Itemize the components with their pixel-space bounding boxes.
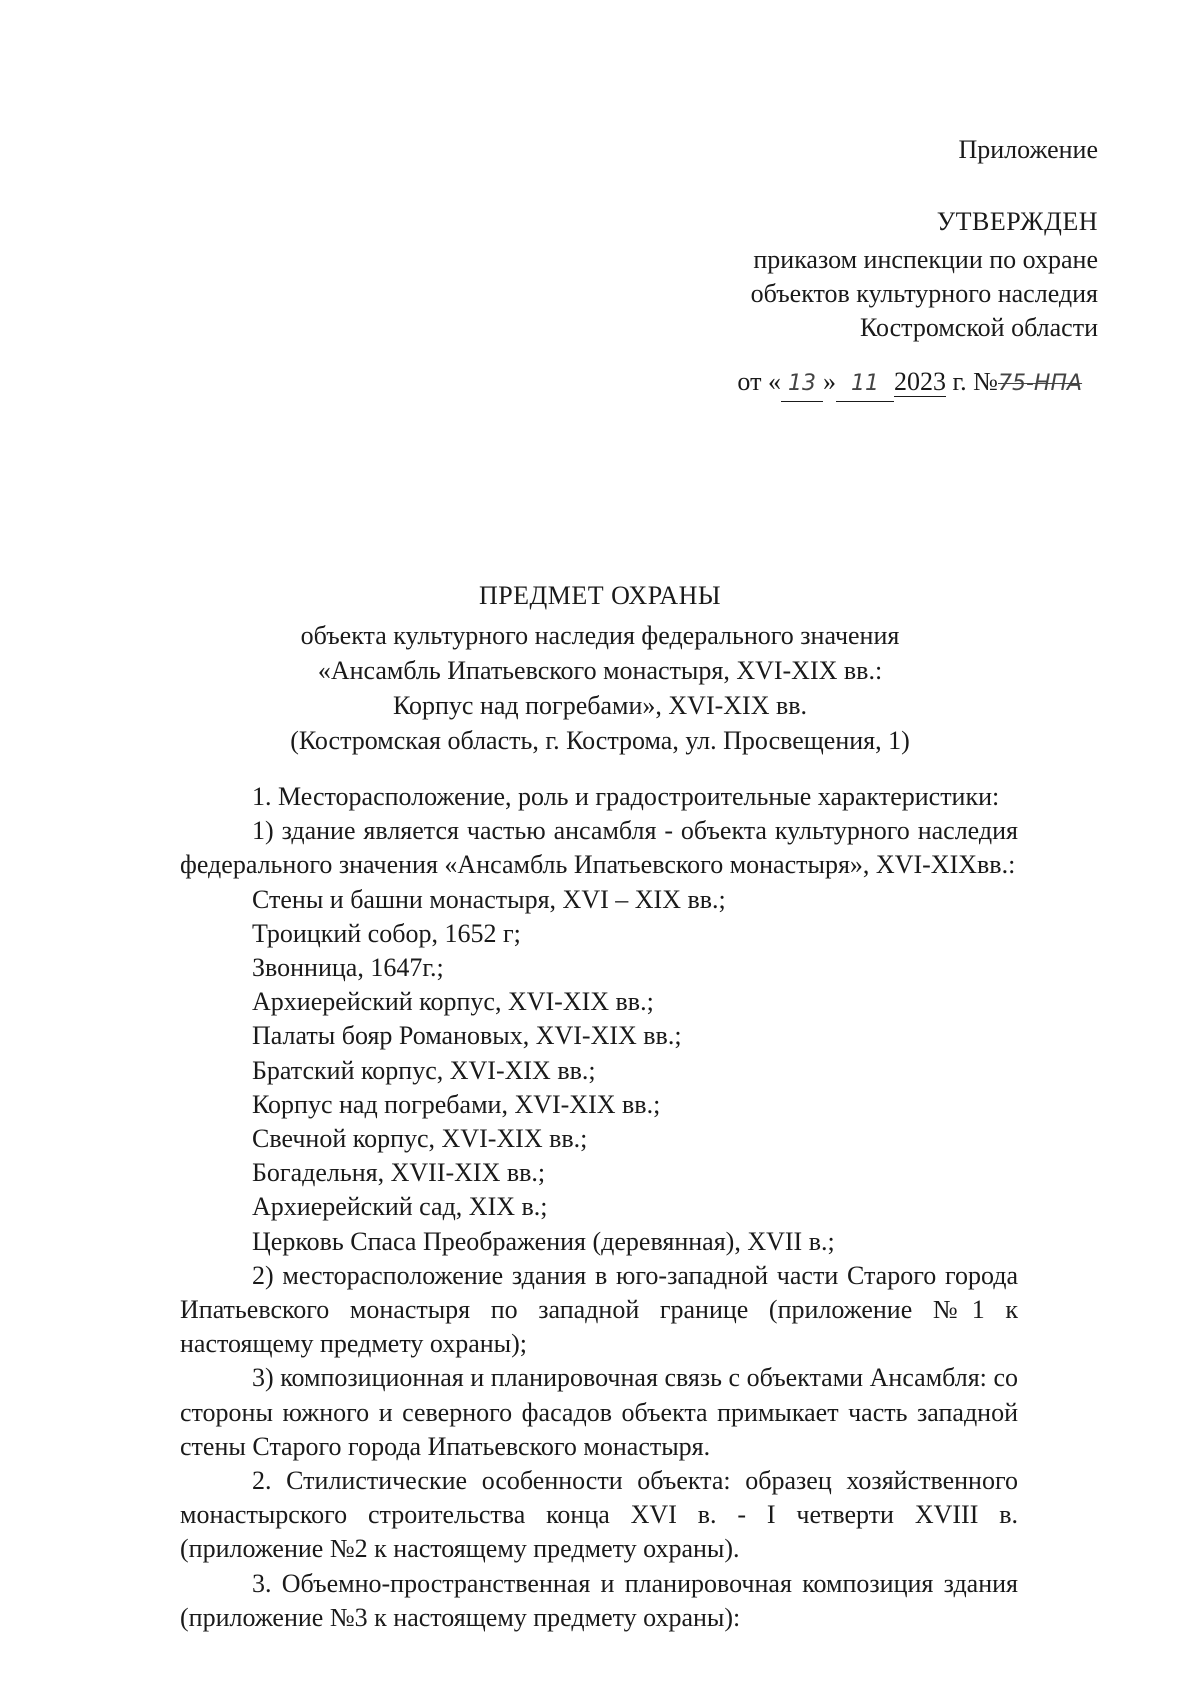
list-item: Архиерейский корпус, XVI-XIX вв.; xyxy=(252,987,654,1017)
date-suffix: г. № xyxy=(945,367,998,396)
handwritten-month: 11 xyxy=(836,367,894,402)
document-heading xyxy=(180,578,1020,758)
list-item: Звонница, 1647г.; xyxy=(252,953,444,983)
approved-line: Костромской области xyxy=(859,313,1098,342)
order-date-line xyxy=(737,365,1098,402)
paragraph-1: 1. Месторасположение, роль и градостроительные характеристики: xyxy=(252,782,1000,811)
list-item: Троицкий собор, 1652 г; xyxy=(252,918,521,948)
heading-line: Корпус над погребами», XVI-XIX вв. xyxy=(392,691,808,720)
approved-title: УТВЕРЖДЕН xyxy=(936,207,1098,236)
approved-line: объектов культурного наследия xyxy=(750,279,1098,308)
handwritten-order-number: 75-НПА xyxy=(998,371,1083,396)
list-item: Палаты бояр Романовых, XVI-XIX вв.; xyxy=(252,1021,682,1051)
list-item: Корпус над погребами, XVI-XIX вв.; xyxy=(252,1089,661,1119)
document-title: ПРЕДМЕТ ОХРАНЫ xyxy=(478,581,722,610)
approval-block xyxy=(751,205,1098,345)
list-item: Стены и башни монастыря, XVI – XIX вв.; xyxy=(252,884,726,914)
paragraph-1-1: 1) здание является частью ансамбля - объекта культурного наследия федерального значения «Ансамбль Ипатьевского монастыря», XVI-XIXвв.: xyxy=(180,816,1018,880)
list-item: Свечной корпус, XVI-XIX вв.; xyxy=(252,1124,588,1154)
approved-line: приказом инспекции по охране xyxy=(753,245,1098,274)
list-item: Братский корпус, XVI-XIX вв.; xyxy=(252,1055,596,1085)
heading-line: «Ансамбль Ипатьевского монастыря, XVI-XIX вв.: xyxy=(317,656,883,685)
heading-line: объекта культурного наследия федерального значения xyxy=(300,621,900,650)
list-item: Архиерейский сад, XIX в.; xyxy=(252,1192,548,1222)
date-mid: » xyxy=(822,367,836,396)
paragraph-1-2: 2) месторасположение здания в юго-западной части Старого города Ипатьевского монастыря по западной границе (приложение №1 к настоящему предмету охраны); xyxy=(180,1260,1018,1359)
heading-line: (Костромская область, г. Кострома, ул. Просвещения, 1) xyxy=(290,726,910,755)
date-prefix: от « xyxy=(737,367,781,396)
document-body xyxy=(180,780,1018,1635)
handwritten-day: 13 xyxy=(781,367,823,402)
list-item: Церковь Спаса Преображения (деревянная), XVII в.; xyxy=(252,1226,835,1256)
paragraph-2: 2. Стилистические особенности объекта: образец хозяйственного монастырского строительства конца XVI в. - I четверти XVIII в. (приложение №2 к настоящему предмету охраны). xyxy=(180,1466,1018,1564)
paragraph-1-3: 3) композиционная и планировочная связь с объектами Ансамбля: со стороны южного и северного фасадов объекта примыкает часть западной стены Старого города Ипатьевского монастыря. xyxy=(180,1363,1018,1461)
paragraph-3: 3. Объемно-пространственная и планировочная композиция здания (приложение №3 к настоящему предмету охраны): xyxy=(180,1568,1018,1632)
date-year: 2023 xyxy=(893,367,946,396)
list-item: Богадельня, XVII-XIX вв.; xyxy=(252,1158,546,1188)
appendix-label: Приложение xyxy=(958,135,1098,164)
